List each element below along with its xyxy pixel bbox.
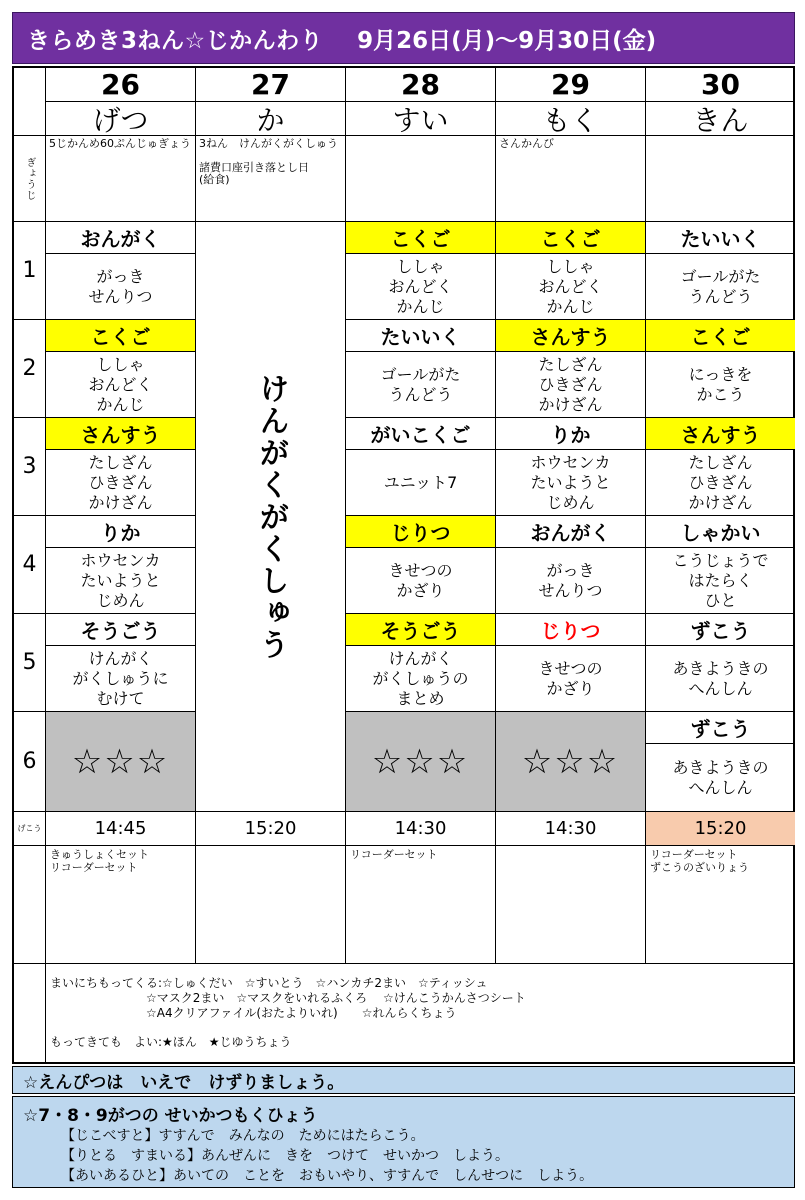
period-5: 5 — [14, 614, 46, 712]
subject-wed-4: じりつ — [346, 516, 496, 548]
subject-thu-2: さんすう — [496, 320, 646, 352]
content-fri-1: ゴールがた うんどう — [646, 254, 795, 320]
content-fri-3: たしざん ひきざん かけざん — [646, 450, 795, 516]
goals-title: ☆7・8・9がつの せいかつもくひょう — [23, 1106, 318, 1126]
content-thu-1: ししゃ おんどく かんじ — [496, 254, 646, 320]
bring-tue — [196, 846, 346, 964]
subject-mon-2: こくご — [46, 320, 196, 352]
subject-fri-3: さんすう — [646, 418, 795, 450]
subject-thu-4: おんがく — [496, 516, 646, 548]
subject-mon-5: そうごう — [46, 614, 196, 646]
subject-wed-3: がいこくご — [346, 418, 496, 450]
content-thu-4: がっき せんりつ — [496, 548, 646, 614]
subject-thu-3: りか — [496, 418, 646, 450]
dismissal-fri: 15:20 — [646, 812, 795, 846]
event-fri — [646, 136, 795, 222]
subject-fri-5: ずこう — [646, 614, 795, 646]
daily-line-3: ☆A4クリアファイル(おたよりいれ) ☆れんらくちょう — [146, 1006, 457, 1020]
daily-items — [46, 964, 795, 1064]
dismissal-label: げこう — [14, 812, 46, 846]
content-mon-2: ししゃ おんどく かんじ — [46, 352, 196, 418]
subject-fri-2: こくご — [646, 320, 795, 352]
day-number-mon: 26 — [46, 68, 196, 102]
bring-wed: リコーダーセット — [346, 846, 496, 964]
page-title: きらめき3ねん☆じかんわり — [27, 27, 324, 54]
period-4: 4 — [14, 516, 46, 614]
period-1: 1 — [14, 222, 46, 320]
daily-line-1: まいにちもってくる:☆しゅくだい ☆すいとう ☆ハンカチ2まい ☆ティッシュ — [50, 976, 488, 990]
content-fri-4: こうじょうで はたらく ひと — [646, 548, 795, 614]
daily-line-2: ☆マスク2まい ☆マスクをいれるふくろ ☆けんこうかんさつシート — [146, 991, 526, 1005]
stars-thu-6: ☆☆☆ — [496, 712, 646, 812]
dismissal-thu: 14:30 — [496, 812, 646, 846]
day-number-wed: 28 — [346, 68, 496, 102]
day-name-tue: か — [196, 102, 346, 136]
content-thu-5: きせつの かざり — [496, 646, 646, 712]
bring-thu — [496, 846, 646, 964]
day-name-thu: もく — [496, 102, 646, 136]
timetable-grid — [12, 66, 795, 1064]
content-wed-3: ユニット7 — [346, 450, 496, 516]
subject-wed-2: たいいく — [346, 320, 496, 352]
day-number-tue: 27 — [196, 68, 346, 102]
daily-line-4: もってきても よい:★ほん ★じゆうちょう — [50, 1035, 292, 1049]
daily-label-cell — [14, 964, 46, 1064]
bring-mon: きゅうしょくセット リコーダーセット — [46, 846, 196, 964]
kengaku-label: けんがくがくしゅう — [253, 372, 289, 661]
content-wed-5: けんがく がくしゅうの まとめ — [346, 646, 496, 712]
events-label: ぎょうじ — [24, 156, 35, 201]
events-label-cell — [14, 136, 46, 222]
subject-wed-1: こくご — [346, 222, 496, 254]
subject-wed-5: そうごう — [346, 614, 496, 646]
goal-line-2: 【りとる すまいる】あんぜんに きを つけて せいかつ しよう。 — [61, 1148, 509, 1164]
content-wed-2: ゴールがた うんどう — [346, 352, 496, 418]
dismissal-tue: 15:20 — [196, 812, 346, 846]
subject-mon-3: さんすう — [46, 418, 196, 450]
event-mon: 5じかんめ60ぷんじゅぎょう — [46, 136, 196, 222]
day-number-fri: 30 — [646, 68, 795, 102]
content-fri-6: あきようきの へんしん — [646, 744, 795, 812]
stars-wed-6: ☆☆☆ — [346, 712, 496, 812]
subject-fri-1: たいいく — [646, 222, 795, 254]
content-fri-2: にっきを かこう — [646, 352, 795, 418]
stars-mon-6: ☆☆☆ — [46, 712, 196, 812]
corner-cell — [14, 68, 46, 136]
bring-fri: リコーダーセット ずこうのざいりょう — [646, 846, 795, 964]
content-wed-4: きせつの かざり — [346, 548, 496, 614]
day-name-wed: すい — [346, 102, 496, 136]
content-mon-3: たしざん ひきざん かけざん — [46, 450, 196, 516]
goal-line-3: 【あいあるひと】あいての ことを おもいやり、すすんで しんせつに しよう。 — [61, 1168, 594, 1184]
subject-fri-6: ずこう — [646, 712, 795, 744]
event-wed — [346, 136, 496, 222]
period-2: 2 — [14, 320, 46, 418]
day-number-thu: 29 — [496, 68, 646, 102]
bring-label-cell — [14, 846, 46, 964]
event-tue: 3ねん けんがくがくしゅう 諸費口座引き落とし日 (給食) — [196, 136, 346, 222]
content-mon-4: ホウセンカ たいようと じめん — [46, 548, 196, 614]
period-3: 3 — [14, 418, 46, 516]
subject-thu-1: こくご — [496, 222, 646, 254]
pencil-note: ☆えんぴつは いえで けずりましょう。 — [12, 1066, 795, 1094]
goals-box — [12, 1096, 795, 1188]
dismissal-wed: 14:30 — [346, 812, 496, 846]
dismissal-mon: 14:45 — [46, 812, 196, 846]
subject-fri-4: しゃかい — [646, 516, 795, 548]
day-name-fri: きん — [646, 102, 795, 136]
period-6: 6 — [14, 712, 46, 812]
goal-line-1: 【じこべすと】すすんで みんなの ためにはたらこう。 — [61, 1128, 425, 1144]
subject-thu-5: じりつ — [496, 614, 646, 646]
content-mon-1: がっき せんりつ — [46, 254, 196, 320]
day-name-mon: げつ — [46, 102, 196, 136]
content-thu-2: たしざん ひきざん かけざん — [496, 352, 646, 418]
subject-mon-4: りか — [46, 516, 196, 548]
content-thu-3: ホウセンカ たいようと じめん — [496, 450, 646, 516]
content-fri-5: あきようきの へんしん — [646, 646, 795, 712]
content-mon-5: けんがく がくしゅうに むけて — [46, 646, 196, 712]
subject-mon-1: おんがく — [46, 222, 196, 254]
date-range: 9月26日(月)〜9月30日(金) — [357, 27, 657, 54]
content-wed-1: ししゃ おんどく かんじ — [346, 254, 496, 320]
kengaku-block — [196, 222, 346, 812]
event-thu: さんかんび — [496, 136, 646, 222]
title-bar — [12, 12, 795, 64]
